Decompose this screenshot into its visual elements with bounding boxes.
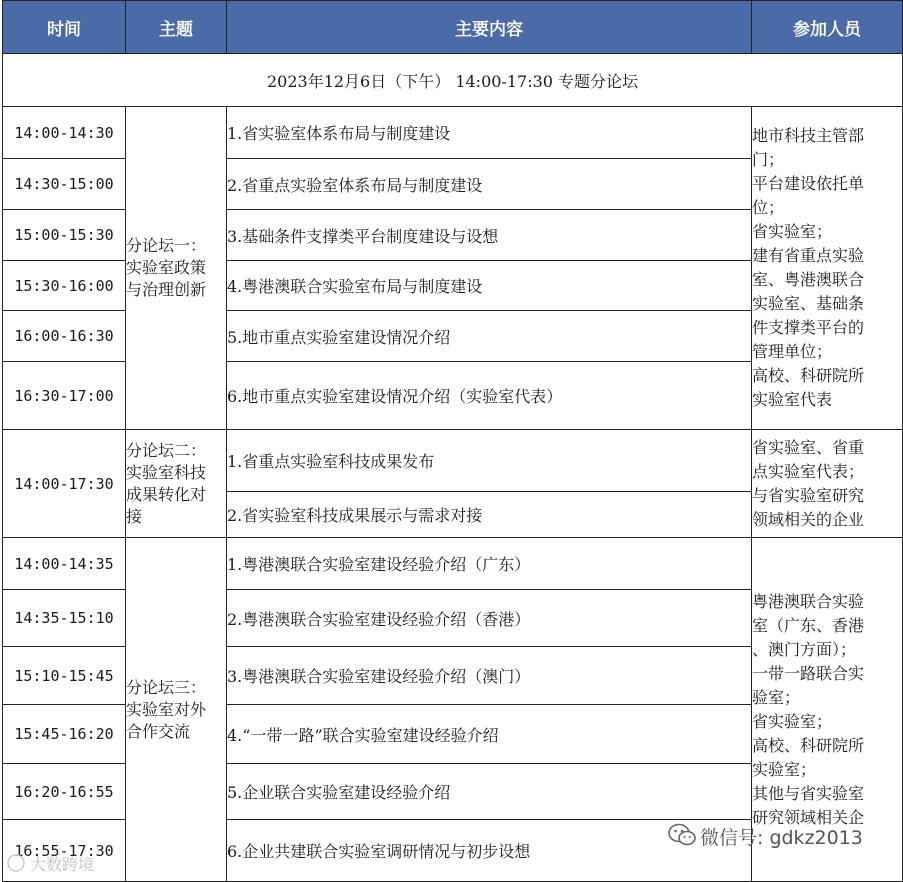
time-cell: 14:00-17:30: [3, 430, 126, 538]
people-line: 高校、科研院所: [752, 366, 865, 385]
content-cell: 2.省重点实验室体系布局与制度建设: [227, 159, 752, 210]
topic-line: 实验室对外: [126, 699, 207, 719]
content-cell: 1.粤港澳联合实验室建设经验介绍（广东）: [227, 538, 752, 590]
time-cell: 14:00-14:35: [3, 538, 126, 590]
time-cell: 15:00-15:30: [3, 210, 126, 261]
topic-line: 实验室政策: [126, 258, 207, 277]
forum1-people: [752, 107, 903, 430]
people-line: 研究领域相关企: [752, 807, 865, 827]
people-line: 点实验室代表；: [752, 461, 865, 481]
topic-line: 分论坛二：: [126, 440, 207, 460]
topic-line: 合作交流: [126, 721, 191, 741]
people-line: 与省实验室研究: [752, 485, 865, 505]
people-line: 实验室、基础条: [752, 294, 865, 313]
wechat-icon: [668, 822, 696, 848]
people-line: 一带一路联合实: [752, 663, 865, 683]
wechat-watermark: 微信号: gdkz2013: [700, 827, 863, 849]
people-line: 省实验室、省重: [752, 437, 865, 457]
time-cell: 16:00-16:30: [3, 311, 126, 362]
people-line: 管理单位；: [752, 342, 833, 361]
forum2-people: [752, 430, 903, 538]
topic-line: 成果转化对: [126, 484, 207, 504]
people-line: 粤港澳联合实验: [752, 591, 865, 611]
content-cell: 6.企业共建联合实验室调研情况与初步设想: [227, 820, 752, 882]
content-cell: 4.粤港澳联合实验室布局与制度建设: [227, 261, 752, 311]
header-topic: 主题: [126, 1, 227, 54]
people-line: 位；: [752, 198, 785, 217]
schedule-table: [2, 0, 903, 882]
table-row: [3, 107, 903, 159]
time-cell: 16:55-17:30: [3, 820, 126, 882]
banner-row: [3, 54, 903, 107]
time-cell: 16:20-16:55: [3, 764, 126, 820]
time-cell: 15:10-15:45: [3, 647, 126, 705]
content-cell: 3.基础条件支撑类平台制度建设与设想: [227, 210, 752, 261]
topic-line: 接: [126, 506, 143, 526]
people-line: 实验室代表: [752, 390, 833, 409]
time-cell: 14:00-14:30: [3, 107, 126, 159]
content-cell: 5.企业联合实验室建设经验介绍: [227, 764, 752, 820]
people-line: 室、粤港澳联合: [752, 270, 865, 289]
time-cell: 14:30-15:00: [3, 159, 126, 210]
header-time: 时间: [3, 1, 126, 54]
time-cell: 15:45-16:20: [3, 705, 126, 764]
forum3-topic: [126, 538, 227, 882]
header-row: [3, 1, 903, 54]
header-people: 参加人员: [752, 1, 903, 54]
content-cell: 6.地市重点实验室建设情况介绍（实验室代表）: [227, 362, 752, 430]
people-line: 实验室；: [752, 759, 817, 779]
people-line: 平台建设依托单: [752, 174, 865, 193]
table-row: [3, 538, 903, 590]
time-cell: 14:35-15:10: [3, 590, 126, 647]
people-line: 件支撑类平台的: [752, 318, 865, 337]
content-cell: 1.省实验室体系布局与制度建设: [227, 107, 752, 159]
content-cell: 5.地市重点实验室建设情况介绍: [227, 311, 752, 362]
forum1-topic: [126, 107, 227, 430]
corner-watermark: 大数跨境: [30, 855, 95, 874]
people-line: 其他与省实验室: [752, 783, 865, 803]
content-cell: 2.省实验室科技成果展示与需求对接: [227, 492, 752, 538]
people-line: 验室；: [752, 687, 801, 707]
topic-line: 分论坛一：: [126, 236, 207, 255]
people-line: 、澳门方面）；: [752, 639, 857, 659]
people-line: 高校、科研院所: [752, 735, 865, 755]
content-cell: 2.粤港澳联合实验室建设经验介绍（香港）: [227, 590, 752, 647]
table-row: [3, 430, 903, 492]
people-line: 省实验室；: [752, 711, 833, 731]
people-line: 地市科技主管部: [752, 126, 865, 145]
time-cell: 16:30-17:00: [3, 362, 126, 430]
people-line: 室（广东、香港: [752, 615, 865, 635]
session-banner: 2023年12月6日（下午） 14:00-17:30 专题分论坛: [3, 54, 903, 107]
content-cell: 4.“一带一路”联合实验室建设经验介绍: [227, 705, 752, 764]
people-line: 门；: [752, 150, 785, 169]
content-cell: 3.粤港澳联合实验室建设经验介绍（澳门）: [227, 647, 752, 705]
people-line: 省实验室；: [752, 222, 833, 241]
topic-line: 与治理创新: [126, 280, 207, 299]
brand-logo-icon: [6, 853, 28, 873]
people-line: 建有省重点实验: [752, 246, 865, 265]
topic-line: 实验室科技: [126, 462, 207, 482]
topic-line: 分论坛三：: [126, 677, 207, 697]
people-line: 领域相关的企业: [752, 509, 865, 529]
forum2-topic: [126, 430, 227, 538]
time-cell: 15:30-16:00: [3, 261, 126, 311]
content-cell: 1.省重点实验室科技成果发布: [227, 430, 752, 492]
header-content: 主要内容: [227, 1, 752, 54]
